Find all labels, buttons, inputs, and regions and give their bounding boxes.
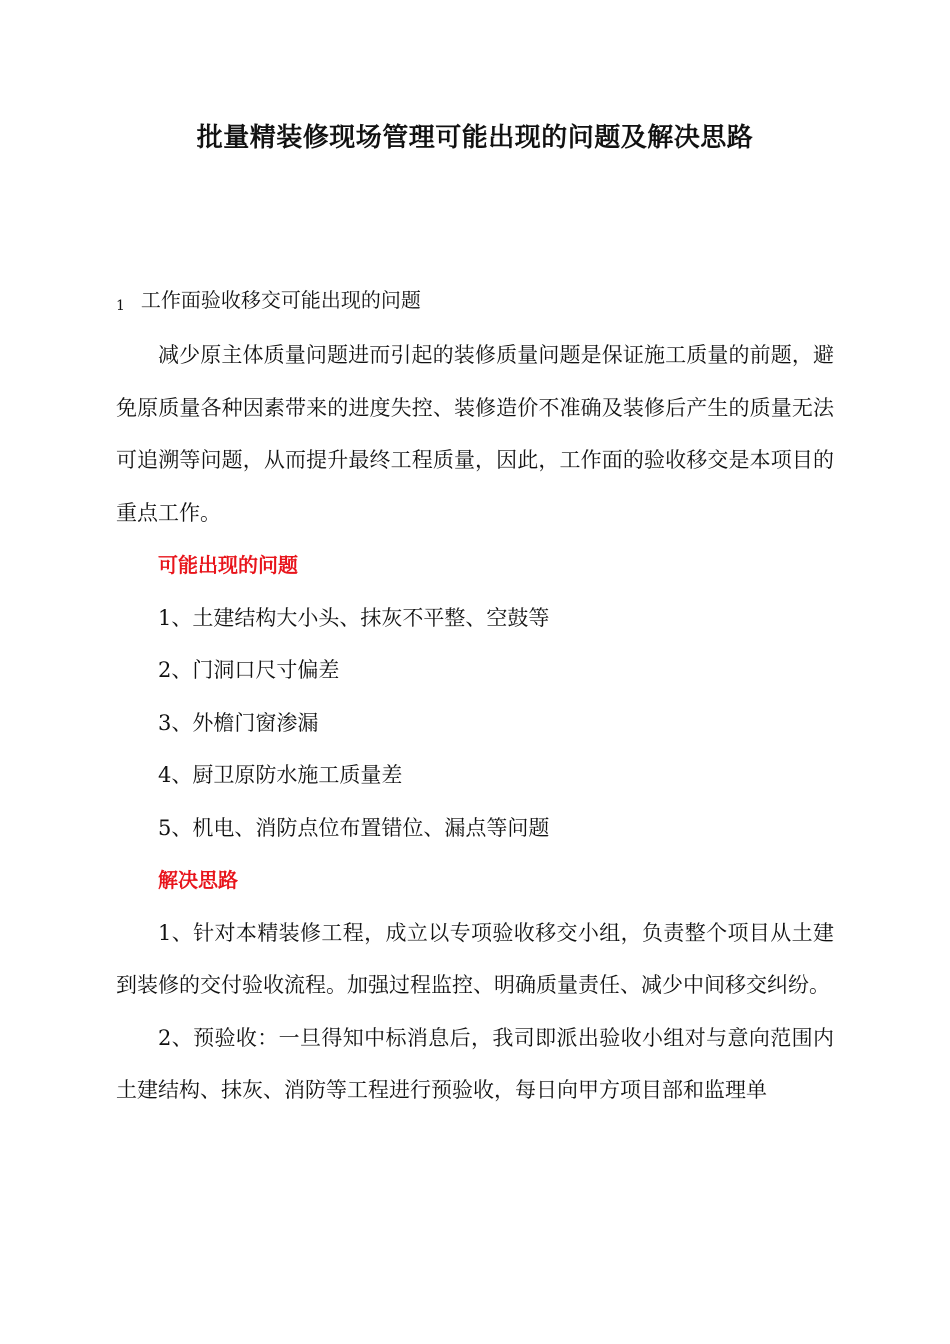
intro-paragraph: 减少原主体质量问题进而引起的装修质量问题是保证施工质量的前题，避免原质量各种因素带来的进度失控、装修造价不准确及装修后产生的质量无法可追溯等问题，从而提升最终工程质量，因此，工作面的验收移交是本项目的重点工作。 <box>116 343 834 525</box>
solution-paragraph-2: 2、预验收：一旦得知中标消息后，我司即派出验收小组对与意向范围内土建结构、抹灰、消防等工程进行预验收，每日向甲方项目部和监理单 <box>116 1025 834 1102</box>
problem-item-3: 3、外檐门窗渗漏 <box>158 710 319 735</box>
problem-item-5: 5、机电、消防点位布置错位、漏点等问题 <box>158 815 550 840</box>
problem-item-4: 4、厨卫原防水施工质量差 <box>158 763 403 787</box>
solution-paragraph-1: 1、针对本精装修工程，成立以专项验收移交小组，负责整个项目从土建到装修的交付验收流程。加强过程监控、明确质量责任、减少中间移交纠纷。 <box>116 920 834 997</box>
problem-item-2: 2、门洞口尺寸偏差 <box>158 658 340 682</box>
document-body <box>116 329 834 1117</box>
solutions-heading: 解决思路 <box>158 868 238 892</box>
section-number: 1 <box>116 298 125 314</box>
section-heading <box>116 284 421 322</box>
problem-item-1: 1、土建结构大小头、抹灰不平整、空鼓等 <box>158 605 550 630</box>
problems-heading: 可能出现的问题 <box>158 553 298 577</box>
section-heading-text: 工作面验收移交可能出现的问题 <box>140 288 421 312</box>
document-title: 批量精装修现场管理可能出现的问题及解决思路 <box>196 123 754 153</box>
